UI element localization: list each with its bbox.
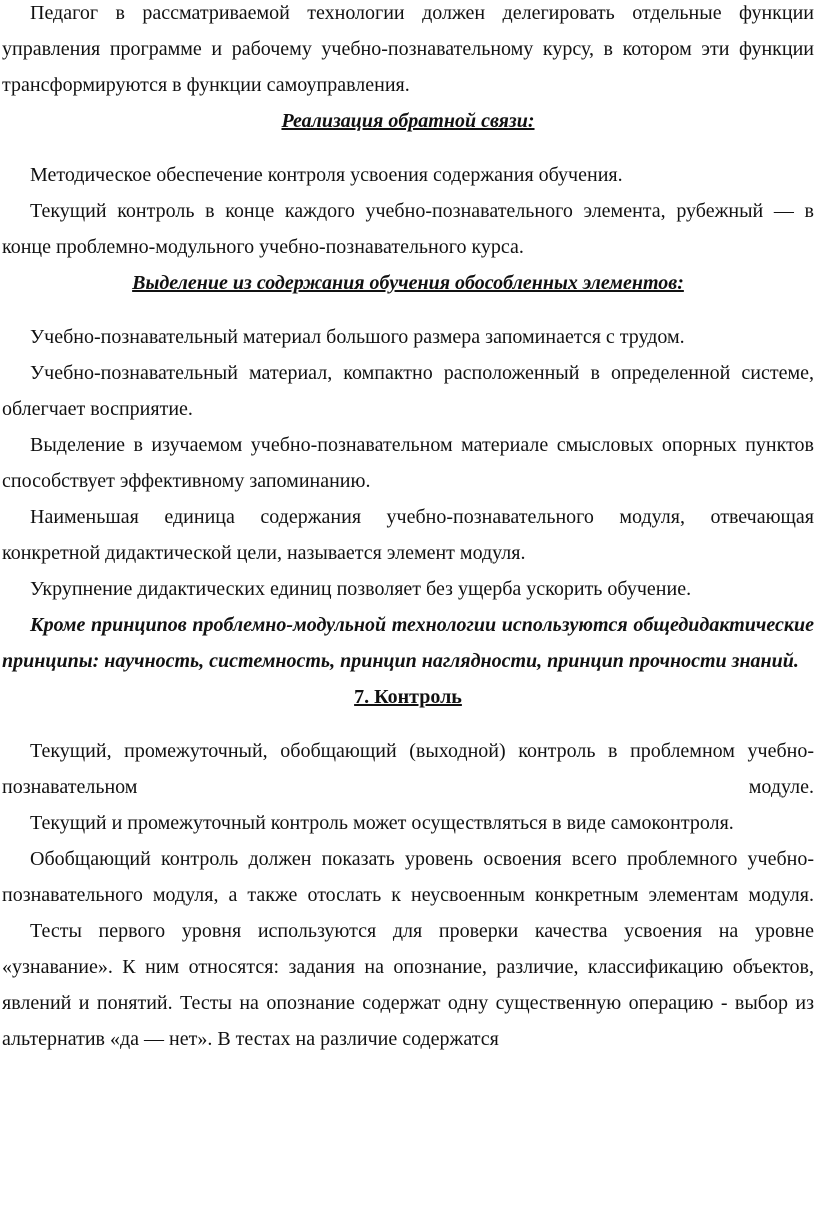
control-paragraph-4: Тесты первого уровня используются для проверки качества усвоения на уровне «узнавание». К ним относятся: задания на опознание, различие, классификацию объектов, явлений и понятий. Тесты на опознание содержат одну существенную операцию - выбор из альтернатив «да — нет». В тестах на различие содержатся: [2, 920, 814, 1050]
intro-paragraph: Педагог в рассматриваемой технологии должен делегировать отдельные функции управления программе и рабочему учебно-познавательному курсу, в котором эти функции трансформируются в функции самоуправления.: [2, 2, 814, 96]
heading-elements: Выделение из содержания обучения обособленных элементов:: [132, 272, 684, 294]
elements-paragraph-4: Наименьшая единица содержания учебно-познавательного модуля, отвечающая конкретной дидактической цели, называется элемент модуля.: [2, 506, 814, 564]
control-paragraph-3: Обобщающий контроль должен показать уровень освоения всего проблемного учебно-познавательного модуля, а также отослать к неусвоенным конкретным элементам модуля.: [2, 848, 814, 906]
control-paragraph-1: Текущий, промежуточный, обобщающий (выходной) контроль в проблемном учебно-познавательном модуле.: [2, 740, 814, 798]
control-paragraph-2: Текущий и промежуточный контроль может осуществляться в виде самоконтроля.: [30, 812, 734, 834]
elements-paragraph-1: Учебно-познавательный материал большого размера запоминается с трудом.: [30, 326, 685, 348]
principles-paragraph: Кроме принципов проблемно-модульной технологии используются общедидактические принципы: научность, системность, принцип наглядности, принцип прочности знаний.: [2, 614, 814, 672]
elements-paragraph-3: Выделение в изучаемом учебно-познавательном материале смысловых опорных пунктов способствует эффективному запоминанию.: [2, 434, 814, 492]
feedback-paragraph-1: Методическое обеспечение контроля усвоения содержания обучения.: [30, 164, 623, 186]
feedback-paragraph-2: Текущий контроль в конце каждого учебно-познавательного элемента, рубежный — в конце проблемно-модульного учебно-познавательного курса.: [2, 200, 814, 258]
elements-paragraph-5: Укрупнение дидактических единиц позволяет без ущерба ускорить обучение.: [30, 578, 692, 600]
elements-paragraph-2: Учебно-познавательный материал, компактно расположенный в определенной системе, облегчает восприятие.: [2, 362, 814, 420]
heading-feedback: Реализация обратной связи:: [281, 110, 535, 132]
heading-control: 7. Контроль: [354, 686, 462, 708]
